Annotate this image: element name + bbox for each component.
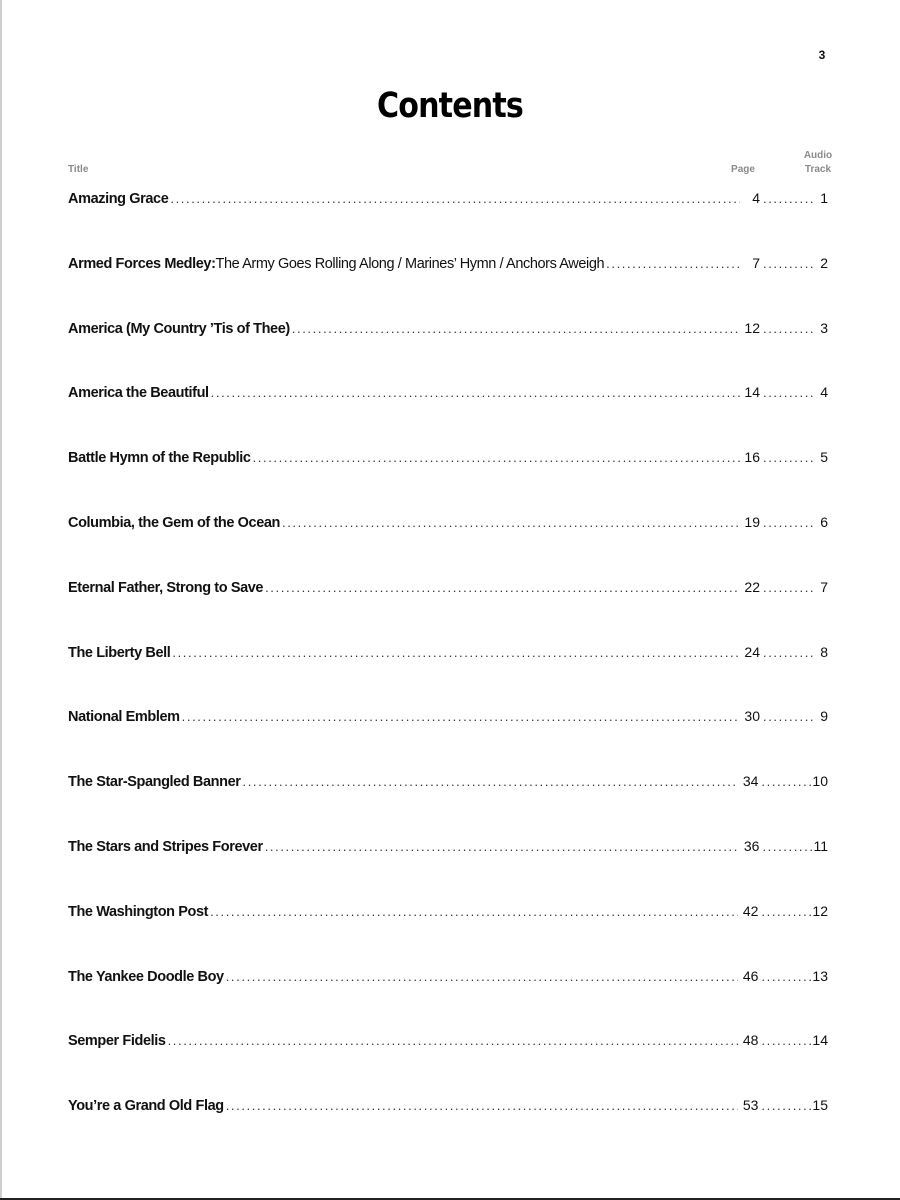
dot-leader	[210, 904, 738, 919]
dot-leader	[170, 191, 740, 206]
toc-entry-page: 24	[744, 643, 760, 660]
toc-entry-page: 46	[742, 967, 759, 984]
dot-leader-track	[763, 515, 813, 530]
toc-entry-title: The Washington Post	[68, 903, 209, 920]
dot-leader-track	[763, 645, 813, 660]
toc-entry-page: 4	[752, 190, 760, 206]
toc-entry-page: 22	[744, 578, 760, 595]
toc-entry-page: 19	[744, 514, 760, 530]
toc-entry[interactable]	[68, 903, 828, 927]
toc-entry[interactable]	[68, 968, 828, 992]
toc-entry-audio-track: 4	[820, 384, 828, 401]
toc-entry[interactable]	[68, 514, 828, 538]
dot-leader-track	[763, 256, 813, 271]
toc-entry-title: Amazing Grace	[68, 191, 169, 207]
column-header-audio-track	[790, 149, 846, 177]
toc-entry[interactable]	[68, 320, 828, 344]
dot-leader-track	[763, 191, 813, 206]
toc-entry[interactable]	[68, 255, 828, 279]
toc-entry-title: The Liberty Bell	[68, 644, 171, 661]
toc-entry[interactable]	[68, 449, 828, 473]
toc-entry[interactable]	[68, 708, 828, 732]
page-title: Contents	[377, 86, 523, 126]
toc-entry-title: The Stars and Stripes Forever	[68, 839, 263, 855]
dot-leader	[243, 774, 739, 789]
toc-entry-audio-track: 3	[820, 319, 828, 336]
toc-entry-title: Armed Forces Medley:	[68, 255, 216, 272]
toc-entry-audio-track: 9	[820, 708, 828, 725]
dot-leader	[282, 515, 740, 530]
toc-entry-title: Battle Hymn of the Republic	[68, 450, 251, 467]
toc-entry-audio-track: 13	[812, 967, 828, 984]
toc-entry-audio-track: 10	[812, 773, 828, 790]
dot-leader	[168, 1033, 739, 1048]
dot-leader-track	[761, 904, 811, 919]
toc-entry-audio-track: 2	[820, 254, 828, 271]
toc-entry-title: America the Beautiful	[68, 385, 209, 402]
dot-leader	[265, 580, 740, 595]
dot-leader-track	[761, 1098, 811, 1113]
column-header-page: Page	[731, 164, 755, 175]
dot-leader-track	[763, 709, 813, 724]
dot-leader	[292, 321, 740, 336]
dot-leader-track	[763, 450, 813, 465]
dot-leader-track	[761, 969, 811, 984]
toc-entry[interactable]	[68, 773, 828, 797]
toc-entry[interactable]	[68, 190, 828, 214]
toc-entry-title: You’re a Grand Old Flag	[68, 1098, 224, 1115]
dot-leader-track	[761, 1033, 811, 1048]
toc-entry-audio-track: 7	[820, 578, 828, 595]
toc-entry-title: Columbia, the Gem of the Ocean	[68, 515, 280, 531]
toc-entry[interactable]	[68, 579, 828, 603]
toc-entry-page: 48	[742, 1032, 759, 1049]
toc-entry-audio-track: 15	[812, 1097, 828, 1114]
toc-entry-title: The Yankee Doodle Boy	[68, 968, 224, 985]
toc-entry-page: 16	[744, 449, 760, 466]
toc-entry-page: 34	[742, 773, 759, 790]
page-number: 3	[818, 48, 826, 62]
dot-leader	[265, 839, 740, 854]
dot-leader-track	[762, 839, 812, 854]
toc-entry-title: America (My Country ’Tis of Thee)	[68, 320, 290, 337]
dot-leader	[253, 450, 740, 465]
toc-entry[interactable]	[68, 1097, 828, 1121]
toc-entry-page: 53	[742, 1097, 759, 1114]
toc-entry-audio-track: 1	[820, 190, 828, 206]
dot-leader	[606, 256, 740, 271]
column-header-audio-track-line2: Track	[804, 164, 832, 175]
toc-entry-audio-track: 11	[813, 838, 828, 854]
toc-entry-page: 14	[744, 384, 760, 401]
toc-entry-audio-track: 12	[812, 902, 828, 919]
page-edge-left	[0, 0, 2, 1200]
toc-entry-page: 12	[744, 319, 760, 336]
toc-entry-page: 36	[743, 838, 760, 854]
column-header-title: Title	[68, 164, 89, 175]
toc-entry[interactable]	[68, 384, 828, 408]
toc-entry-page: 42	[742, 902, 759, 919]
dot-leader-track	[763, 580, 813, 595]
dot-leader	[182, 709, 740, 724]
toc-entry-audio-track: 5	[820, 449, 828, 466]
dot-leader	[226, 1098, 739, 1113]
toc-entry-title: National Emblem	[68, 709, 180, 726]
dot-leader	[211, 385, 740, 400]
toc-entry[interactable]	[68, 838, 828, 862]
toc-entry[interactable]	[68, 644, 828, 668]
toc-entry-subtitle: The Army Goes Rolling Along / Marines’ Hymn / Anchors Aweigh	[215, 255, 605, 272]
toc-entry-audio-track: 8	[820, 643, 828, 660]
toc-entry-title: The Star-Spangled Banner	[68, 774, 241, 791]
toc-entry-title: Eternal Father, Strong to Save	[68, 579, 264, 596]
column-header-audio-track-line1: Audio	[803, 150, 833, 161]
dot-leader-track	[761, 774, 811, 789]
toc-entry-title: Semper Fidelis	[68, 1033, 166, 1050]
toc-entry[interactable]	[68, 1032, 828, 1056]
dot-leader	[226, 969, 739, 984]
dot-leader	[172, 645, 740, 660]
toc-entry-audio-track: 6	[820, 514, 828, 530]
toc-entry-audio-track: 14	[812, 1032, 828, 1049]
toc-entry-page: 7	[752, 254, 760, 271]
toc-entry-page: 30	[744, 708, 760, 725]
dot-leader-track	[763, 385, 813, 400]
dot-leader-track	[763, 321, 813, 336]
